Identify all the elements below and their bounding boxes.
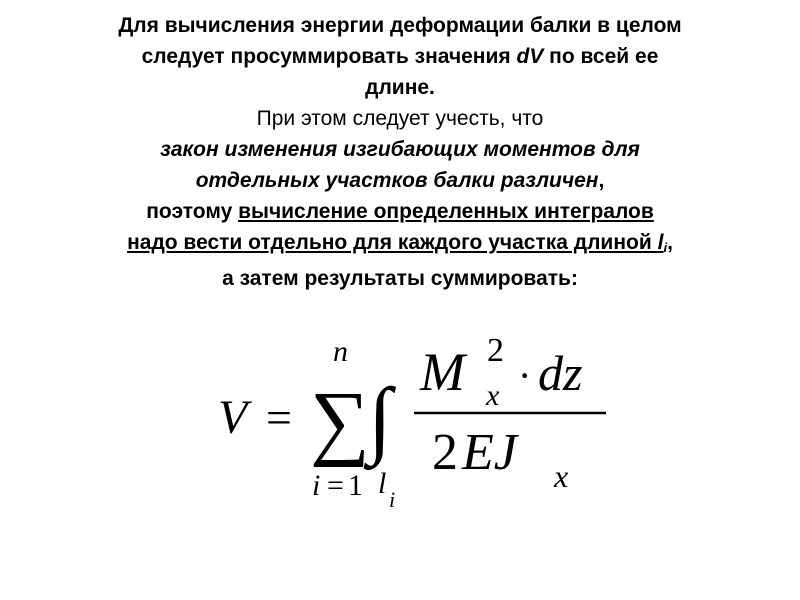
formula-svg bbox=[0, 325, 800, 525]
text-block bbox=[20, 10, 780, 294]
line-2-start: следует просуммировать значения bbox=[141, 45, 517, 68]
numerator-moment: M bbox=[420, 342, 465, 402]
length-symbol: l bbox=[657, 231, 664, 254]
energy-formula bbox=[0, 325, 800, 525]
formula-equals: = bbox=[266, 392, 292, 443]
line-8-underlined bbox=[127, 231, 667, 254]
integral-symbol: ∫ bbox=[368, 370, 392, 466]
line-8-text: надо вести отдельно для каждого участка длиной bbox=[127, 231, 658, 254]
line-7 bbox=[20, 196, 780, 227]
line-8-comma: , bbox=[667, 231, 673, 254]
line-4: При этом следует учесть, что bbox=[256, 107, 544, 130]
integral-lower-l: l bbox=[378, 467, 387, 500]
sum-lower-one: 1 bbox=[348, 469, 363, 502]
denominator-subscript: x bbox=[554, 458, 569, 494]
numerator-power: 2 bbox=[487, 332, 504, 369]
line-5: закон изменения изгибающих моментов для bbox=[160, 138, 640, 161]
integral-lower-i: i bbox=[389, 487, 396, 512]
numerator-subscript: x bbox=[486, 379, 500, 412]
line-2-end: по всей ее bbox=[543, 45, 659, 68]
line-9: а затем результаты суммировать: bbox=[222, 267, 578, 290]
sum-lower-equals: = bbox=[327, 469, 344, 502]
denominator-ej: EJ bbox=[462, 424, 517, 481]
sum-lower-i: i bbox=[312, 469, 321, 502]
formula-lhs: V bbox=[218, 391, 248, 444]
numerator-dot: · bbox=[518, 353, 532, 398]
numerator-dz: dz bbox=[538, 345, 583, 401]
line-7-start: поэтому bbox=[146, 200, 239, 223]
line-2 bbox=[20, 41, 780, 72]
sum-upper-limit: n bbox=[333, 335, 348, 368]
denominator-two: 2 bbox=[432, 424, 458, 481]
line-6-comma: , bbox=[598, 169, 605, 192]
dv-term: dV bbox=[516, 45, 544, 68]
line-6-italic: отдельных участков балки различен bbox=[195, 169, 599, 192]
line-1: Для вычисления энергии деформации балки в целом bbox=[118, 14, 682, 37]
line-6 bbox=[20, 165, 780, 196]
length-subscript: i bbox=[663, 240, 668, 255]
line-3: длине. bbox=[365, 76, 435, 99]
line-7-underlined: вычисление определенных интегралов bbox=[238, 200, 654, 223]
sum-symbol: ∑ bbox=[310, 375, 370, 468]
line-8 bbox=[20, 227, 780, 263]
